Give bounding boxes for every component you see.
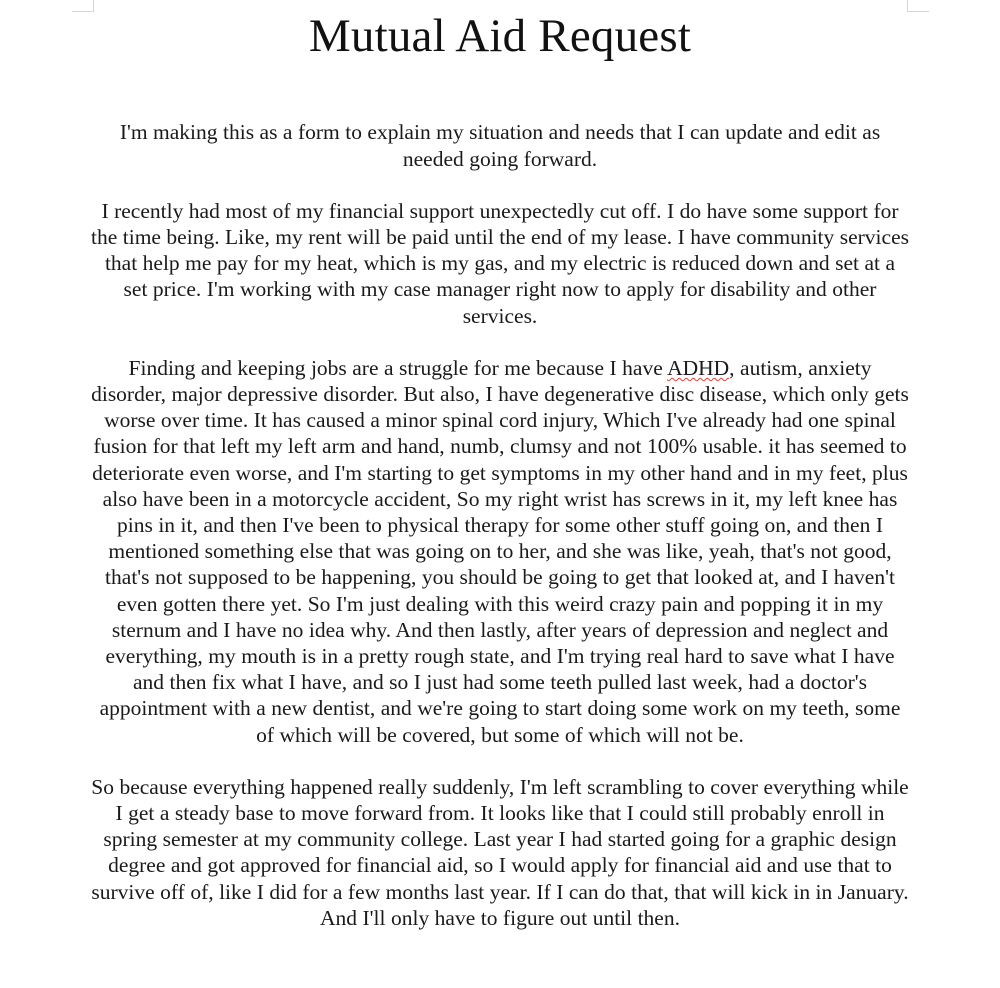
paragraph-health-and-employment <box>91 355 909 748</box>
paragraph-plan-forward: So because everything happened really suddenly, I'm left scrambling to cover everything while I get a steady base to move forward from. It looks like that I could still probably enroll in spring semester at my community college. Last year I had started going for a graphic design degree and got approved for financial aid, so I would apply for financial aid and use that to survive off of, like I did for a few months last year. If I can do that, that will kick in in January. And I'll only have to figure out until then. <box>91 774 909 930</box>
paragraph-financial-support: I recently had most of my financial support unexpectedly cut off. I do have some support for the time being. Like, my rent will be paid until the end of my lease. I have community services that help me pay for my heat, which is my gas, and my electric is reduced down and set at a set price. I'm working with my case manager right now to apply for disability and other services. <box>91 198 909 328</box>
document-body <box>91 61 909 931</box>
paragraph-intro: I'm making this as a form to explain my situation and needs that I can update and edit as needed going forward. <box>119 120 881 171</box>
page-title: Mutual Aid Request <box>308 10 692 62</box>
spellcheck-misspelled-word[interactable]: ADHD <box>667 355 730 380</box>
paragraph-text-segment-after: , autism, anxiety disorder, major depressive disorder. But also, I have degenerative disc disease, which only gets worse over time. It has caused a minor spinal cord injury, Which I've already had one spinal fusion for that left my left arm and hand, numb, clumsy and not 100% usable. it has seemed to deteriorate even worse, and I'm starting to get symptoms in my other hand and in my feet, plus also have been in a motorcycle accident, So my right wrist has screws in it, my left knee has pins in it, and then I've been to physical therapy for some other stuff going on, and then I mentioned something else that was going on to her, and she was like, yeah, that's not good, that's not supposed to be happening, you should be going to get that looked at, and I haven't even gotten there yet. So I'm just dealing with this weird crazy pain and popping it in my sternum and I have no idea why. And then lastly, after years of depression and neglect and everything, my mouth is in a pretty rough state, and I'm trying real hard to save what I have and then fix what I have, and so I just had some teeth pulled last week, had a doctor's appointment with a new dentist, and we're going to start doing some work on my teeth, some of which will be covered, but some of which will not be. <box>91 355 909 747</box>
paragraph-text-segment-before: Finding and keeping jobs are a struggle for me because I have <box>128 355 668 380</box>
